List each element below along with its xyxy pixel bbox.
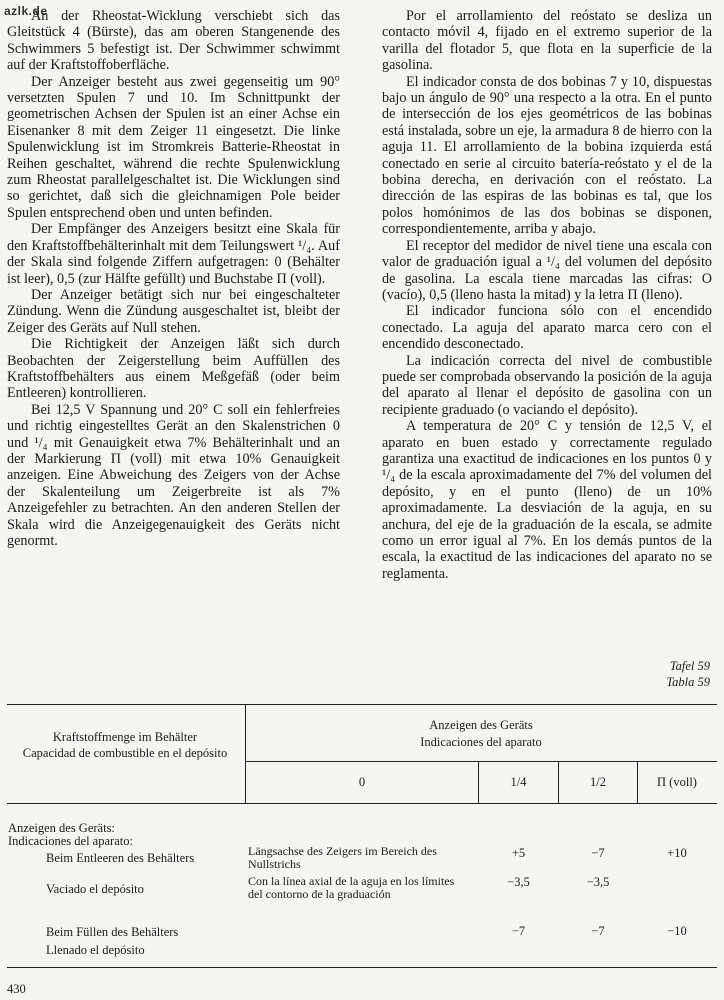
section-label-de: Anzeigen des Geräts: [8, 821, 115, 835]
value-cell: −7 [591, 846, 605, 860]
table-caption [666, 658, 710, 690]
row-filling-de: Beim Füllen des Behälters [46, 925, 179, 939]
table-bottom-rule [7, 967, 717, 968]
value-cell: +5 [511, 846, 526, 860]
header-bottom-rule [7, 803, 717, 804]
german-text-column [7, 8, 340, 549]
value-cell: −3,5 [507, 875, 530, 889]
paragraph: El indicador consta de dos bobinas 7 y 10, dispuestas bajo un ángulo de 90° una respecto a la otra. En el punto de intersección de los ejes geométricos de las bobinas está instalada, sobre un eje, la armadura 8 de hierro con la aguja 11. El arrollamiento de la bobina izquierda está conectado en serie al circuito batería-reóstato y el de la bobina derecha, en derivación con el reóstato. La dirección de las espiras de las bobinas es tal, que los polos homónimos de las dos bobinas se disponen, correspondientemente, arriba y abajo. [382, 73, 712, 238]
value-cell: −7 [511, 924, 526, 938]
header-group-de: Anzeigen des Geräts [429, 718, 533, 732]
column-header-full: П (voll) [657, 775, 697, 789]
section-label-es: Indicaciones del aparato: [8, 834, 133, 848]
header-quantity-de: Kraftstoffmenge im Behälter [52, 730, 198, 744]
paragraph: Die Richtigkeit der Anzeigen läßt sich durch Beobachten der Zeigerstellung beim Auffüllen des Kraftstoffbehälters aus einem Meßgefäß (oder beim Entleeren) kontrollieren. [7, 336, 340, 402]
column-header-zero: 0 [358, 775, 366, 789]
value-cell: −7 [591, 924, 605, 938]
header-quantity-es: Capacidad de combustible en el depósito [22, 746, 228, 760]
paragraph: Der Anzeiger besteht aus zwei gegenseitig um 90° versetzten Spulen 7 und 10. Im Schnittpunkt der geometrischen Achsen der Spulen ist an einer Achse ein Eisenanker 8 mit dem Zeiger 11 eingesetzt. Die linke Spulenwicklung ist im Stromkreis Batterie-Rheostat in Reihen geschaltet, während die rechte Spulenwicklung zum Rheostat parallelgeschaltet ist. Die Wicklungen sind so gerichtet, daß sich die gleichnamigen Pole beider Spulen entsprechend oben und unten befinden. [7, 73, 340, 221]
paragraph: Bei 12,5 V Spannung und 20° C soll ein fehlerfreies und richtig eingestelltes Gerät an den Skalenstrichen 0 und ¹/₄ mit Genauigkeit etwa 7% Behälterinhalt und an der Markierung П (voll) mit etwa 10% Genauigkeit anzeigen. Eine Abweichung des Zeigers von der Achse der Skalenteilung um Zeigerbreite ist als 7% Anzeigefehler zu betrachten. An den anderen Stellen der Skala wird die Anzeigegenauigkeit des Geräts nicht genormt. [7, 401, 340, 549]
header-group-es: Indicaciones del aparato [420, 735, 542, 749]
row-emptying-de: Beim Entleeren des Behälters [46, 851, 195, 865]
watermark: azlk.de [4, 4, 48, 18]
zero-note-de: Längsachse des Zeigers im Bereich des Nullstrichs [248, 844, 437, 871]
paragraph: Der Anzeiger betätigt sich nur bei eingeschalteter Zündung. Wenn die Zündung ausgeschaltet ist, bleibt der Zeiger des Geräts auf Null stehen. [7, 286, 340, 336]
paragraph: Por el arrollamiento del reóstato se desliza un contacto móvil 4, fijado en el extremo superior de la varilla del flotador 5, que flota en la superficie de la gasolina. [382, 8, 712, 74]
row-emptying-es: Vaciado el depósito [46, 882, 144, 896]
paragraph: La indicación correcta del nivel de combustible puede ser comprobada observando la posición de la aguja del aparato al llenar el depósito de gasolina con un recipiente graduado (o vaciando el depósito). [382, 352, 712, 418]
row-filling-es: Llenado el depósito [46, 943, 145, 957]
value-cell: −3,5 [586, 875, 610, 889]
table-caption-es: Tabla 59 [666, 675, 710, 689]
table-top-rule [7, 704, 717, 705]
page-number: 430 [7, 982, 26, 996]
value-cell: −10 [667, 924, 687, 938]
value-cell: +10 [667, 846, 687, 860]
spanish-text-column [382, 8, 712, 582]
paragraph: El indicador funciona sólo con el encendido conectado. La aguja del aparato marca cero con el encendido desconectado. [382, 303, 712, 353]
paragraph: Der Empfänger des Anzeigers besitzt eine Skala für den Kraftstoffbehälterinhalt mit dem Teilungswert ¹/₄. Auf der Skala sind folgende Ziffern aufgetragen: 0 (Behälter ist leer), 0,5 (zur Hälfte gefüllt) und Buchstabe П (voll). [7, 221, 340, 287]
column-header-half: 1/2 [590, 775, 606, 789]
zero-note-es: Con la línea axial de la aguja en los límites del contorno de la graduación [248, 874, 455, 901]
paragraph: El receptor del medidor de nivel tiene una escala con valor de graduación igual a ¹/₄ del volumen del depósito de gasolina. La escala tiene marcadas las cifras: O (vacío), 0,5 (lleno hasta la mitad) y la letra П (lleno). [382, 237, 712, 303]
header-group-rule [245, 761, 717, 762]
column-header-quarter: 1/4 [510, 775, 527, 789]
table-caption-de: Tafel 59 [669, 659, 710, 673]
paragraph: A temperatura de 20° C y tensión de 12,5 V, el aparato en buen estado y correctamente regulado garantiza una exactitud de indicaciones en los puntos 0 y ¹/₄ de la escala aproximadamente del 7% del volumen del depósito, y en el punto (lleno) de un 10% aproximadamente. La desviación de la aguja, en su anchura, del eje de la graduación de la escala, se admite como un error igual al 7%. En los demás puntos de la escala, la exactitud de las indicaciones del aparato no se reglamenta. [382, 418, 712, 582]
paragraph: An der Rheostat-Wicklung verschiebt sich das Gleitstück 4 (Bürste), das am oberen Stangenende des Schwimmers 5 befestigt ist. Der Schwimmer schwimmt auf der Kraftstoffoberfläche. [7, 8, 340, 74]
